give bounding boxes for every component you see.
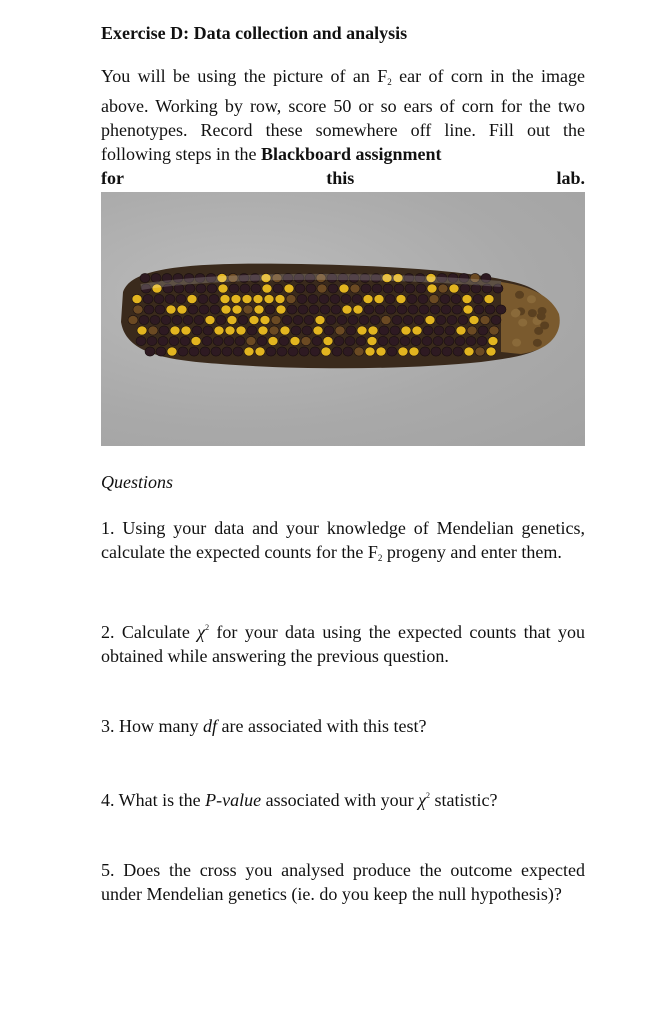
corn-kernel [235,336,245,345]
question-3: 3. How many df are associated with this test? [101,716,427,736]
corn-kernel [224,336,234,345]
dried-kernel [528,309,537,317]
corn-kernel [408,305,418,314]
corn-kernel [260,315,270,324]
corn-kernel [447,315,457,324]
corn-kernel [165,294,175,303]
corn-kernel [469,315,479,324]
corn-kernel [213,336,223,345]
corn-ear-tip [501,282,560,354]
corn-kernel [183,315,193,324]
corn-kernel [293,315,303,324]
corn-ear-image [101,192,585,446]
corn-kernel [282,315,292,324]
corn-kernel [264,294,274,303]
corn-kernel [269,326,279,335]
corn-kernel [441,305,451,314]
corn-kernel [194,315,204,324]
corn-kernel [257,336,267,345]
corn-kernel [251,284,261,293]
corn-kernel [433,336,443,345]
corn-kernel [151,273,161,282]
corn-kernel [147,336,157,345]
corn-kernel [368,326,378,335]
corn-kernel [430,305,440,314]
corn-kernel [456,326,466,335]
corn-kernel [429,294,439,303]
corn-kernel [203,326,213,335]
questions-heading: Questions [101,472,173,492]
corn-kernel [154,294,164,303]
corn-kernel [196,284,206,293]
corn-kernel [222,347,232,356]
corn-kernel [427,284,437,293]
corn-kernel [326,315,336,324]
corn-kernel [286,294,296,303]
corn-kernel [140,273,150,282]
corn-kernel [411,336,421,345]
corn-kernel [486,347,496,356]
corn-kernel [367,336,377,345]
corn-kernel [455,336,465,345]
corn-kernel [290,336,300,345]
corn-kernel [397,305,407,314]
corn-kernel [365,347,375,356]
corn-kernel [359,315,369,324]
corn-kernel [431,347,441,356]
corn-kernel [352,294,362,303]
corn-kernel [370,315,380,324]
corn-kernel [266,347,276,356]
corn-kernel [216,315,226,324]
corn-kernel [295,284,305,293]
corn-kernel [166,305,176,314]
corn-kernel [409,347,419,356]
corn-kernel [462,294,472,303]
corn-kernel [192,326,202,335]
corn-kernel [331,305,341,314]
corn-kernel [449,284,459,293]
corn-kernel [309,305,319,314]
corn-kernel [389,336,399,345]
corn-kernel [416,284,426,293]
corn-kernel [478,326,488,335]
corn-kernel [246,336,256,345]
corn-kernel [167,347,177,356]
corn-kernel [254,305,264,314]
corn-kernel [348,315,358,324]
corn-kernel [460,284,470,293]
corn-kernel [299,347,309,356]
question-5: 5. Does the cross you analysed produce the outcome expected under Mendelian genetics (ie. do you keep the null hypothesis)? [101,860,585,904]
corn-kernel [170,326,180,335]
corn-kernel [150,315,160,324]
corn-kernel [158,336,168,345]
corn-kernel [240,284,250,293]
corn-kernel [496,305,506,314]
corn-kernel [467,326,477,335]
corn-kernel [321,347,331,356]
corn-kernel [379,326,389,335]
corn-kernel [304,315,314,324]
corn-kernel [199,305,209,314]
corn-kernel [412,326,422,335]
dried-kernel [533,339,542,347]
corn-kernel [302,326,312,335]
corn-kernel [484,294,494,303]
corn-kernel [401,326,411,335]
corn-kernel [155,305,165,314]
corn-kernel [229,284,239,293]
corn-kernel [390,326,400,335]
corn-kernel [136,336,146,345]
corn-kernel [400,336,410,345]
corn-kernel [332,347,342,356]
corn-kernel [144,305,154,314]
corn-kernel [488,336,498,345]
corn-kernel [343,347,353,356]
corn-kernel [477,336,487,345]
corn-kernel [220,294,230,303]
corn-kernel [308,294,318,303]
corn-kernel [422,336,432,345]
corn-kernel [361,284,371,293]
corn-kernel [350,284,360,293]
corn-kernel [271,315,281,324]
corn-kernel [279,336,289,345]
corn-kernel [445,326,455,335]
corn-kernel [376,347,386,356]
corn-kernel [214,326,224,335]
corn-kernel [407,294,417,303]
corn-kernel [177,305,187,314]
chi-symbol: χ [197,622,206,642]
intro-paragraph [101,64,585,166]
corn-kernel [463,305,473,314]
corn-kernel [342,305,352,314]
corn-kernel [452,305,462,314]
corn-kernel [335,326,345,335]
corn-kernel [211,347,221,356]
corn-kernel [398,347,408,356]
dried-kernel [538,307,547,315]
question-4: 4. What is the P-value associated with your $\chi^2$ statistic? [101,790,498,810]
corn-kernel [284,284,294,293]
corn-kernel [341,294,351,303]
corn-kernel [310,347,320,356]
corn-kernel [139,315,149,324]
corn-kernel [474,305,484,314]
corn-kernel [258,326,268,335]
corn-kernel [236,326,246,335]
corn-kernel [453,347,463,356]
dried-kernel [540,322,549,330]
corn-kernel [383,284,393,293]
corn-kernel [249,315,259,324]
corn-kernel [273,284,283,293]
dried-kernel [518,319,527,327]
corn-kernel [364,305,374,314]
corn-kernel [378,336,388,345]
corn-kernel [161,315,171,324]
corn-kernel [330,294,340,303]
corn-kernel [265,305,275,314]
corn-kernel [489,326,499,335]
corn-kernel [128,315,138,324]
corn-kernel [405,284,415,293]
corn-kernel [363,294,373,303]
corn-kernel [372,284,382,293]
corn-kernel [227,315,237,324]
corn-kernel [255,347,265,356]
corn-kernel [425,315,435,324]
intro-last-line [101,166,585,190]
corn-kernel [317,284,327,293]
corn-kernel [375,305,385,314]
corn-kernel [288,347,298,356]
corn-kernel [381,315,391,324]
corn-kernel [301,336,311,345]
corn-kernel [221,305,231,314]
corn-kernel [357,326,367,335]
corn-kernel [137,326,147,335]
last-line-word-2: this [326,168,355,188]
corn-kernel [232,305,242,314]
corn-kernel [280,326,290,335]
corn-kernel [145,347,155,356]
corn-kernel [414,315,424,324]
corn-kernel [185,284,195,293]
corn-kernel [328,284,338,293]
document-page [101,20,585,906]
question-1: 1. Using your data and your knowledge of Mendelian genetics, calculate the expected counts for the $F_2$ progeny and enter them. [101,518,585,563]
corn-kernel [451,294,461,303]
corn-kernel [394,284,404,293]
corn-kernel [320,305,330,314]
corn-kernel [337,315,347,324]
intro-subscript: 2 [387,77,392,87]
dried-kernel [512,339,521,347]
corn-kernel [277,347,287,356]
intro-text-1: You will be using the picture of an F [101,66,388,86]
corn-kernel [374,294,384,303]
corn-kernel [323,336,333,345]
corn-kernel [132,294,142,303]
corn-kernel [180,336,190,345]
corn-kernel [345,336,355,345]
corn-kernel [238,315,248,324]
corn-kernel [442,347,452,356]
corn-kernel [418,294,428,303]
corn-kernel [444,336,454,345]
last-line-word-1: for [101,168,124,188]
corn-kernel [436,315,446,324]
intro-text-2: ear of corn in the image above. Working by row, score 50 or so ears of corn for the two phenotypes. Record these somewhere off line. Fill out the following steps in the [101,66,586,164]
corn-kernel [473,294,483,303]
corn-kernel [276,305,286,314]
corn-kernel [312,336,322,345]
corn-kernel [133,305,143,314]
corn-kernel [475,347,485,356]
corn-kernel [169,336,179,345]
corn-kernel [319,294,329,303]
corn-kernel [275,294,285,303]
corn-kernel [466,336,476,345]
corn-kernel [231,294,241,303]
corn-kernel [218,284,228,293]
corn-kernel [247,326,257,335]
corn-kernel [419,305,429,314]
corn-kernel [209,294,219,303]
corn-kernel [207,284,217,293]
corn-kernel [205,315,215,324]
corn-kernel [434,326,444,335]
corn-kernel [440,294,450,303]
corn-kernel [306,284,316,293]
corn-kernel [315,315,325,324]
corn-kernel [291,326,301,335]
corn-kernel [491,315,501,324]
corn-kernel [480,315,490,324]
corn-kernel [287,305,297,314]
exercise-title: Exercise D: Data collection and analysis [101,23,408,43]
corn-kernel [396,294,406,303]
corn-kernel [485,305,495,314]
corn-kernel [403,315,413,324]
corn-kernel [392,315,402,324]
corn-kernel [386,305,396,314]
corn-kernel [159,326,169,335]
corn-kernel [334,336,344,345]
corn-kernel [225,326,235,335]
corn-kernel [244,347,254,356]
corn-kernel [188,305,198,314]
corn-kernel [423,326,433,335]
last-line-word-3: lab. [556,168,585,188]
corn-kernel [148,326,158,335]
corn-kernel [313,326,323,335]
corn-kernel [324,326,334,335]
corn-kernel [181,326,191,335]
corn-kernel [458,315,468,324]
dried-kernel [527,295,536,303]
chi-symbol: χ [418,790,427,810]
corn-kernel [464,347,474,356]
corn-kernel [200,347,210,356]
corn-kernel [172,315,182,324]
corn-kernel [354,347,364,356]
corn-ear-photo [101,192,585,446]
corn-kernel [198,294,208,303]
corn-kernel [253,294,263,303]
intro-bold-text: Blackboard assignment [261,144,442,164]
question-2: 2. Calculate $\chi^2$ for your data using the expected counts that you obtained while answering the previous question. [101,622,585,666]
corn-kernel [143,294,153,303]
corn-kernel [243,305,253,314]
corn-kernel [268,336,278,345]
corn-kernel [189,347,199,356]
corn-kernel [297,294,307,303]
corn-kernel [387,347,397,356]
corn-kernel [420,347,430,356]
corn-kernel [178,347,188,356]
corn-kernel [202,336,212,345]
corn-kernel [233,347,243,356]
corn-kernel [242,294,252,303]
corn-kernel [346,326,356,335]
corn-kernel [156,347,166,356]
corn-kernel [385,294,395,303]
corn-kernel [356,336,366,345]
corn-kernel [438,284,448,293]
corn-kernel [191,336,201,345]
corn-kernel [187,294,197,303]
corn-kernel [210,305,220,314]
dried-kernel [515,291,524,299]
corn-kernel [298,305,308,314]
corn-kernel [176,294,186,303]
corn-kernel [339,284,349,293]
corn-kernel [353,305,363,314]
corn-kernel [262,284,272,293]
dried-kernel [511,309,520,317]
